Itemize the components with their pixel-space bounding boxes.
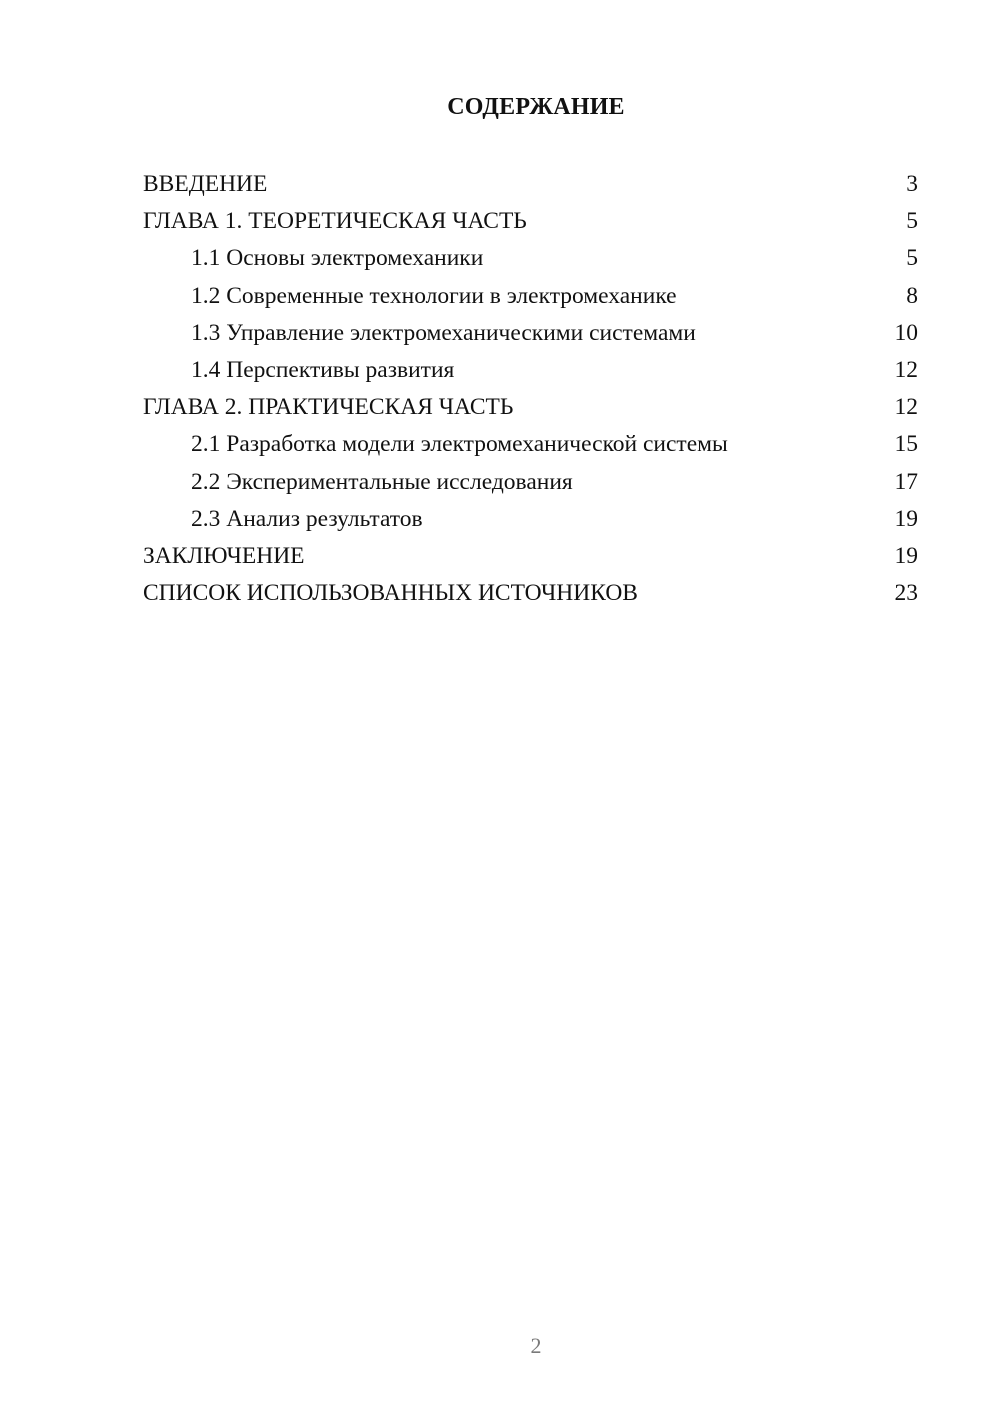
toc-item-label: ГЛАВА 1. ТЕОРЕТИЧЕСКАЯ ЧАСТЬ (143, 208, 527, 235)
toc-item-label: 1.3 Управление электромеханическими системами (191, 319, 696, 346)
toc-item-page: 12 (894, 356, 918, 383)
toc-item-label: 1.2 Современные технологии в электромеханике (191, 282, 677, 309)
toc-item-page: 17 (894, 468, 918, 495)
toc-item-label: ГЛАВА 2. ПРАКТИЧЕСКАЯ ЧАСТЬ (143, 394, 514, 421)
toc-item-label: ЗАКЛЮЧЕНИЕ (143, 542, 305, 569)
toc-item-conclusion (143, 538, 918, 575)
toc-item-section-2-1 (143, 426, 918, 463)
toc-item-label: 2.2 Экспериментальные исследования (191, 468, 573, 495)
toc-item-page: 19 (894, 542, 918, 569)
page-title: СОДЕРЖАНИЕ (447, 94, 625, 120)
toc-item-section-1-2 (143, 278, 918, 315)
toc-item-section-1-4 (143, 352, 918, 389)
toc-item-page: 3 (906, 171, 918, 197)
toc-item-label: 2.3 Анализ результатов (191, 505, 423, 532)
toc-item-label: ВВЕДЕНИЕ (143, 171, 268, 197)
toc-item-label: 1.4 Перспективы развития (191, 356, 455, 383)
table-of-contents (143, 166, 918, 612)
toc-item-label: 1.1 Основы электромеханики (191, 245, 484, 272)
toc-item-label: 2.1 Разработка модели электромеханической системы (191, 431, 728, 458)
toc-item-page: 12 (894, 394, 918, 421)
toc-item-introduction (143, 166, 918, 203)
toc-item-page: 8 (906, 282, 918, 309)
toc-item-section-1-3 (143, 315, 918, 352)
toc-item-page: 15 (894, 431, 918, 458)
toc-item-references (143, 575, 918, 612)
page-number: 2 (530, 1333, 542, 1358)
toc-item-section-2-3 (143, 501, 918, 538)
toc-item-page: 10 (894, 319, 918, 346)
toc-item-chapter-2 (143, 389, 918, 426)
toc-item-label: СПИСОК ИСПОЛЬЗОВАННЫХ ИСТОЧНИКОВ (143, 580, 638, 607)
toc-item-section-1-1 (143, 240, 918, 277)
toc-item-chapter-1 (143, 203, 918, 240)
toc-item-section-2-2 (143, 464, 918, 501)
toc-item-page: 19 (894, 505, 918, 532)
toc-item-page: 5 (906, 208, 918, 235)
toc-item-page: 5 (906, 245, 918, 272)
toc-item-page: 23 (894, 580, 918, 607)
